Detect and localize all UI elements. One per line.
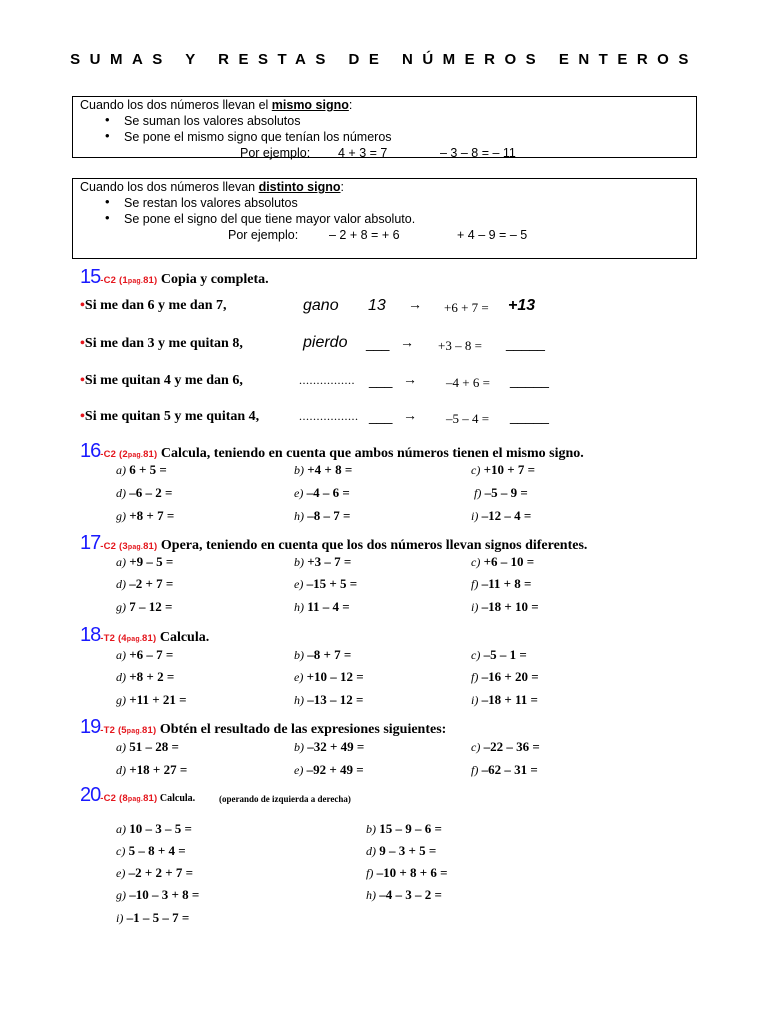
ex15-row-result: +13 (508, 297, 536, 314)
exercise-15-heading (80, 266, 269, 289)
exercise-20-heading (80, 784, 195, 807)
rule-example-line (73, 145, 696, 161)
ex15-row-word-dots: ................. (299, 409, 359, 423)
rule-intro-text: Cuando los dos números llevan (80, 180, 259, 194)
exercise-statement: Calcula, teniendo en cuenta que ambos números tienen el mismo signo. (157, 446, 584, 461)
rule-box-same-sign (72, 96, 697, 158)
exercise-item: f) –16 + 20 = (471, 669, 539, 684)
exercise-item: i) –18 + 10 = (471, 599, 539, 614)
ex15-row-blank: ___ (366, 335, 390, 351)
exercise-reference: -T2 (5pag.81) (100, 725, 157, 736)
rule-keyword: distinto signo (258, 180, 341, 194)
exercise-item: e) –15 + 5 = (294, 576, 358, 591)
rule-bullet: • Se pone el signo del que tiene mayor valor absoluto. (73, 211, 696, 227)
exercise-item: d) +8 + 2 = (116, 669, 175, 684)
exercise-19-heading (80, 716, 446, 739)
exercise-item: a) +9 – 5 = (116, 554, 174, 569)
ex15-row-text: •Si me dan 6 y me dan 7, (80, 298, 227, 313)
exercise-item: a) 6 + 5 = (116, 462, 167, 477)
exercise-item: e) –4 – 6 = (294, 485, 350, 500)
ex15-row-blank: ___ (369, 372, 393, 388)
exercise-17-heading (80, 532, 587, 555)
ex15-row-value: 13 (368, 297, 386, 314)
ex15-row-result-blank: _____ (510, 408, 549, 424)
exercise-item: d) –6 – 2 = (116, 485, 173, 500)
ex15-row-expression: +3 – 8 = (438, 338, 482, 353)
exercise-item: b) +4 + 8 = (294, 462, 353, 477)
exercise-item: h) –13 – 12 = (294, 692, 364, 707)
ex15-row-result-blank: _____ (510, 372, 549, 388)
ex15-row-expression: +6 + 7 = (444, 300, 489, 315)
exercise-number: 19 (80, 716, 101, 738)
ex15-row-expression: –5 – 4 = (446, 411, 490, 426)
exercise-number: 17 (80, 532, 101, 554)
ex15-row-word: pierdo (303, 334, 348, 351)
exercise-item: a) 10 – 3 – 5 = (116, 821, 192, 836)
rule-list (73, 195, 696, 227)
exercise-statement: Copia y completa. (157, 272, 269, 287)
arrow-right-icon: → (408, 298, 422, 313)
exercise-item: i) –12 – 4 = (471, 508, 532, 523)
exercise-item: h) –4 – 3 – 2 = (366, 887, 442, 902)
exercise-item: h) –8 – 7 = (294, 508, 351, 523)
exercise-18-heading (80, 624, 209, 647)
arrow-right-icon: → (403, 409, 417, 424)
exercise-number: 18 (80, 624, 101, 646)
exercise-reference: -C2 (8pag.81) (100, 793, 158, 804)
rule-intro (73, 97, 696, 113)
exercise-item: d) 9 – 3 + 5 = (366, 843, 437, 858)
ex15-row-word-dots: ................ (299, 373, 355, 387)
exercise-item: g) +8 + 7 = (116, 508, 175, 523)
ex15-row-text: •Si me dan 3 y me quitan 8, (80, 336, 243, 351)
rule-intro (73, 179, 696, 195)
rule-intro-colon: : (340, 180, 344, 194)
exercise-item: e) –92 + 49 = (294, 762, 364, 777)
arrow-right-icon: → (403, 373, 417, 388)
ex15-row-text: •Si me quitan 4 y me dan 6, (80, 373, 243, 388)
exercise-reference: -C2 (3pag.81) (100, 541, 158, 552)
example-label: Por ejemplo: (240, 146, 311, 160)
rule-bullet: • Se restan los valores absolutos (73, 195, 696, 211)
exercise-item: a) 51 – 28 = (116, 739, 179, 754)
exercise-reference: -T2 (4pag.81) (100, 633, 157, 644)
ex15-row-result-blank: _____ (506, 335, 545, 351)
ex15-row-expression: –4 + 6 = (446, 375, 490, 390)
rule-bullet: • Se pone el mismo signo que tenían los números (73, 129, 696, 145)
rule-keyword: mismo signo (271, 98, 349, 112)
exercise-item: d) +18 + 27 = (116, 762, 188, 777)
ex15-row-word: gano (303, 297, 339, 314)
exercise-item: b) +3 – 7 = (294, 554, 352, 569)
exercise-number: 15 (80, 266, 101, 288)
example-expression: + 4 – 9 = – 5 (457, 228, 528, 242)
exercise-item: g) 7 – 12 = (116, 599, 173, 614)
rule-example-line (73, 227, 696, 243)
page-title: SUMAS Y RESTAS DE NÚMEROS ENTEROS (70, 51, 698, 68)
rule-list (73, 113, 696, 145)
example-expression: – 3 – 8 = – 11 (440, 146, 516, 160)
ex15-row-blank: ___ (369, 408, 393, 424)
exercise-reference: -C2 (1pag.81) (100, 275, 158, 286)
exercise-statement: Obtén el resultado de las expresiones siguientes: (156, 722, 447, 737)
exercise-item: c) +6 – 10 = (471, 554, 535, 569)
exercise-reference: -C2 (2pag.81) (100, 449, 158, 460)
example-expression: 4 + 3 = 7 (338, 146, 388, 160)
ex15-row-text: •Si me quitan 5 y me quitan 4, (80, 409, 260, 424)
exercise-item: b) –32 + 49 = (294, 739, 365, 754)
example-label: Por ejemplo: (228, 228, 299, 242)
rule-bullet: • Se suman los valores absolutos (73, 113, 696, 129)
exercise-item: e) –2 + 2 + 7 = (116, 865, 194, 880)
exercise-note: (operando de izquierda a derecha) (219, 794, 351, 804)
arrow-right-icon: → (400, 336, 414, 351)
exercise-item: c) +10 + 7 = (471, 462, 536, 477)
exercise-item: f) –62 – 31 = (471, 762, 538, 777)
exercise-item: g) –10 – 3 + 8 = (116, 887, 200, 902)
exercise-item: c) –22 – 36 = (471, 739, 540, 754)
exercise-statement: Calcula. (156, 630, 210, 645)
exercise-number: 20 (80, 784, 101, 806)
exercise-item: b) –8 + 7 = (294, 647, 352, 662)
exercise-item: a) +6 – 7 = (116, 647, 174, 662)
exercise-item: e) +10 – 12 = (294, 669, 364, 684)
exercise-statement: Opera, teniendo en cuenta que los dos números llevan signos diferentes. (157, 538, 588, 553)
exercise-item: b) 15 – 9 – 6 = (366, 821, 442, 836)
exercise-item: f) –10 + 8 + 6 = (366, 865, 448, 880)
exercise-item: i) –1 – 5 – 7 = (116, 910, 190, 925)
exercise-item: c) –5 – 1 = (471, 647, 527, 662)
example-expression: – 2 + 8 = + 6 (329, 228, 400, 242)
exercise-item: c) 5 – 8 + 4 = (116, 843, 186, 858)
exercise-item: i) –18 + 11 = (471, 692, 538, 707)
rule-intro-text: Cuando los dos números llevan el (80, 98, 272, 112)
exercise-statement: Calcula. (157, 793, 196, 804)
exercise-item: g) +11 + 21 = (116, 692, 187, 707)
exercise-number: 16 (80, 440, 101, 462)
exercise-item: d) –2 + 7 = (116, 576, 174, 591)
rule-intro-colon: : (348, 98, 353, 112)
exercise-item: h) 11 – 4 = (294, 599, 350, 614)
exercise-item: f) –11 + 8 = (471, 576, 532, 591)
rule-box-different-sign (72, 178, 697, 259)
exercise-item: f) –5 – 9 = (474, 485, 528, 500)
exercise-16-heading (80, 440, 584, 463)
